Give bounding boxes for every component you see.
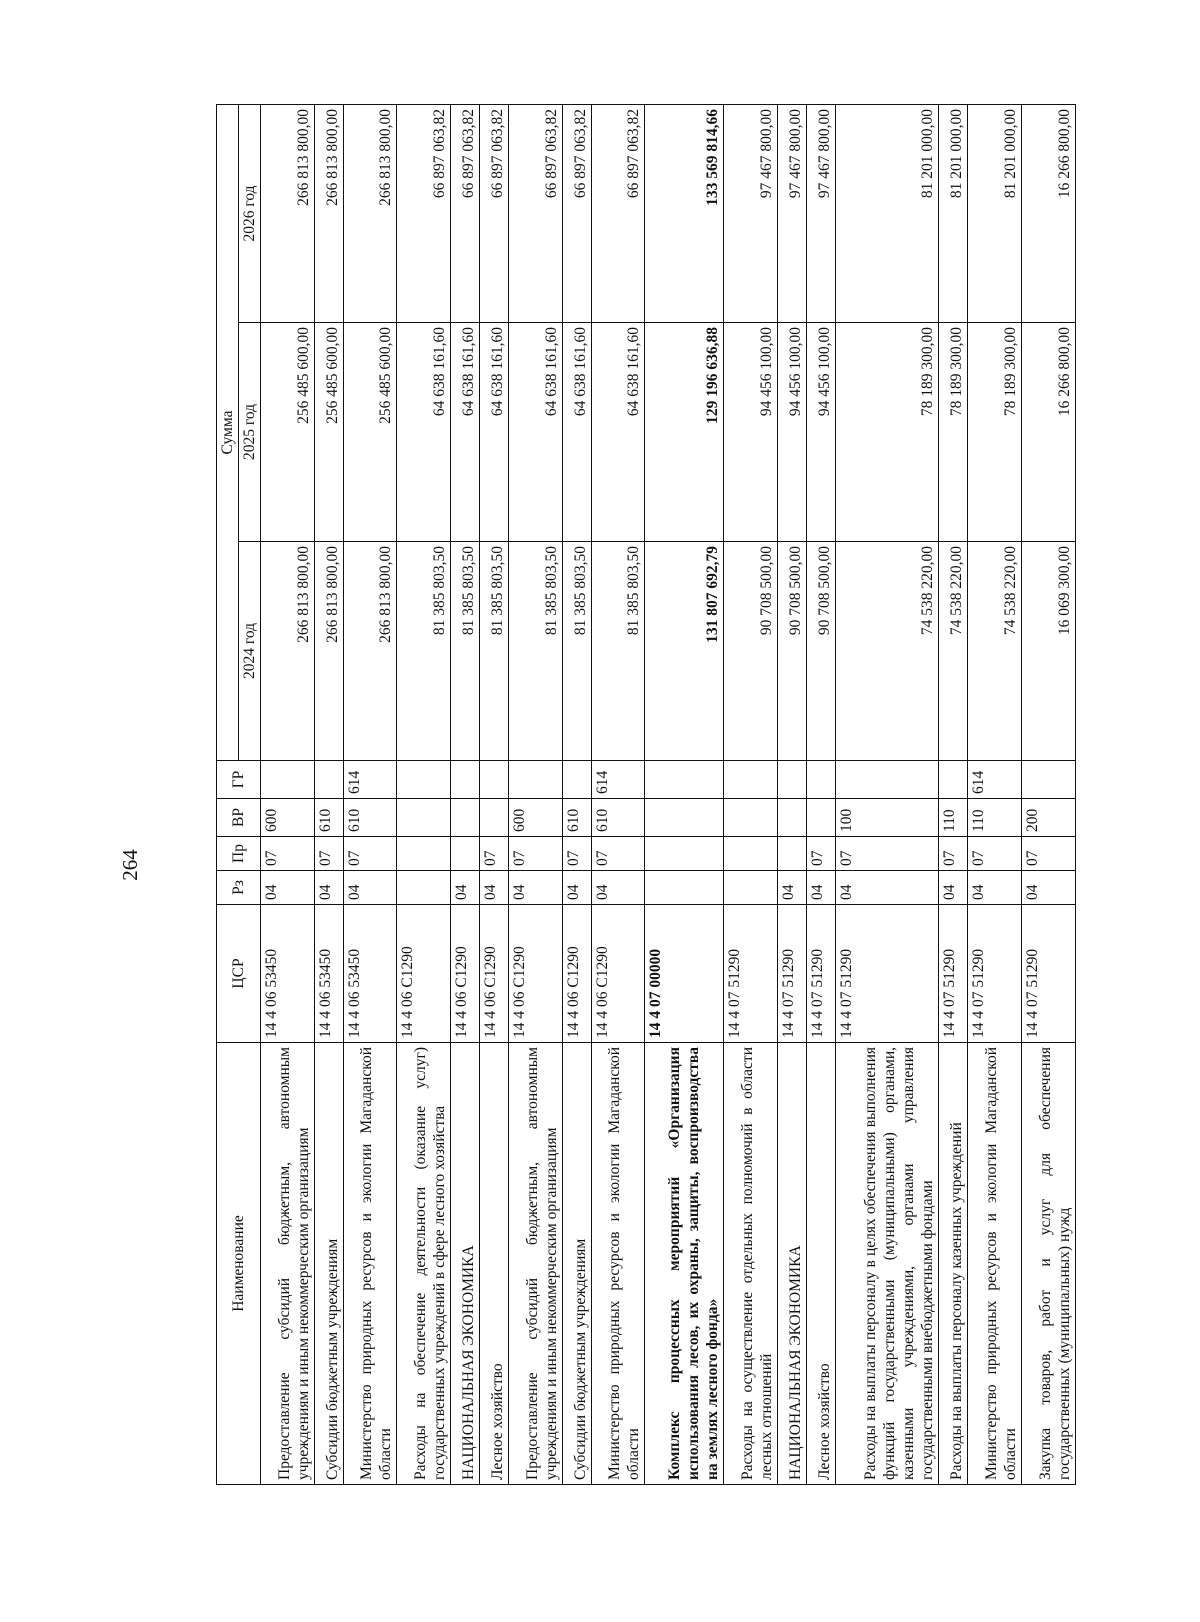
cell-csr: 14 4 07 51290 [939, 905, 968, 1043]
cell-name: Расходы на обеспечение деятельности (оказание услуг) государственных учреждений в сфере лесного хозяйства [397, 1043, 451, 1485]
cell-pr: 07 [480, 837, 509, 871]
cell-pr: 07 [591, 837, 645, 871]
table-row [1022, 104, 1076, 1484]
cell-pr [451, 837, 480, 871]
cell-y2026: 66 897 063,82 [591, 104, 645, 322]
cell-vr: 110 [968, 799, 1022, 837]
cell-y2024: 81 385 803,50 [397, 542, 451, 761]
cell-name: Министерство природных ресурсов и экологии Магаданской области [591, 1043, 645, 1485]
cell-vr [480, 799, 509, 837]
cell-name: Расходы на выплаты персоналу казенных учреждений [939, 1043, 968, 1485]
table-row [806, 104, 835, 1484]
cell-vr: 100 [835, 799, 939, 837]
cell-pr: 07 [939, 837, 968, 871]
cell-gr: 614 [343, 761, 397, 799]
cell-name: Расходы на осуществление отдельных полномочий в области лесных отношений [724, 1043, 778, 1485]
header-rz: Рз [217, 871, 261, 905]
cell-gr [314, 761, 343, 799]
cell-pr [777, 837, 806, 871]
cell-name: Закупка товаров, работ и услуг для обеспечения государственных (муниципальных) нужд [1022, 1043, 1076, 1485]
cell-rz: 04 [968, 871, 1022, 905]
table-body [261, 104, 1076, 1484]
header-gr: ГР [217, 761, 261, 799]
table-row [939, 104, 968, 1484]
cell-rz: 04 [314, 871, 343, 905]
cell-y2025: 78 189 300,00 [968, 323, 1022, 542]
cell-name: Министерство природных ресурсов и экологии Магаданской области [968, 1043, 1022, 1485]
cell-y2026: 81 201 000,00 [939, 104, 968, 322]
cell-pr: 07 [508, 837, 562, 871]
cell-y2025: 256 485 600,00 [343, 323, 397, 542]
cell-vr [451, 799, 480, 837]
header-year-2024: 2024 год [239, 542, 261, 761]
cell-y2026: 266 813 800,00 [261, 104, 315, 322]
cell-gr [397, 761, 451, 799]
cell-pr: 07 [261, 837, 315, 871]
cell-y2026: 66 897 063,82 [508, 104, 562, 322]
cell-vr [645, 799, 724, 837]
cell-gr [451, 761, 480, 799]
cell-gr [939, 761, 968, 799]
cell-name: Лесное хозяйство [806, 1043, 835, 1485]
table-header [217, 104, 261, 1484]
cell-vr: 610 [343, 799, 397, 837]
cell-name: Предоставление субсидий бюджетным, автономным учреждениям и иным некоммерческим организациям [261, 1043, 315, 1485]
cell-gr [777, 761, 806, 799]
cell-rz: 04 [508, 871, 562, 905]
cell-name: Лесное хозяйство [480, 1043, 509, 1485]
header-vr: ВР [217, 799, 261, 837]
table-row [562, 104, 591, 1484]
header-sum: Сумма [217, 104, 239, 760]
cell-y2024: 81 385 803,50 [591, 542, 645, 761]
cell-pr: 07 [562, 837, 591, 871]
cell-gr [645, 761, 724, 799]
cell-y2025: 78 189 300,00 [835, 323, 939, 542]
cell-rz: 04 [835, 871, 939, 905]
cell-y2026: 266 813 800,00 [314, 104, 343, 322]
cell-y2026: 97 467 800,00 [806, 104, 835, 322]
cell-rz: 04 [939, 871, 968, 905]
cell-y2024: 81 385 803,50 [562, 542, 591, 761]
cell-rz: 04 [343, 871, 397, 905]
cell-y2025: 94 456 100,00 [724, 323, 778, 542]
cell-pr: 07 [835, 837, 939, 871]
cell-y2025: 256 485 600,00 [314, 323, 343, 542]
cell-rz [397, 871, 451, 905]
cell-vr: 600 [508, 799, 562, 837]
cell-rz: 04 [591, 871, 645, 905]
cell-gr [261, 761, 315, 799]
cell-gr [1022, 761, 1076, 799]
cell-csr: 14 4 06 C1290 [508, 905, 562, 1043]
cell-csr: 14 4 06 53450 [261, 905, 315, 1043]
cell-pr: 07 [968, 837, 1022, 871]
table-row [508, 104, 562, 1484]
cell-y2025: 16 266 800,00 [1022, 323, 1076, 542]
cell-y2026: 266 813 800,00 [343, 104, 397, 322]
cell-rz: 04 [480, 871, 509, 905]
cell-y2024: 74 538 220,00 [939, 542, 968, 761]
cell-rz: 04 [1022, 871, 1076, 905]
cell-name: Расходы на выплаты персоналу в целях обеспечения выполнения функций государственными (муниципальными) органами, казенными учреждениями, органами управления государственными внебюджетными фондами [835, 1043, 939, 1485]
cell-csr: 14 4 06 C1290 [480, 905, 509, 1043]
table-row [451, 104, 480, 1484]
cell-pr [724, 837, 778, 871]
cell-y2024: 90 708 500,00 [724, 542, 778, 761]
cell-y2026: 81 201 000,00 [835, 104, 939, 322]
page-number: 264 [118, 849, 142, 881]
cell-gr [835, 761, 939, 799]
cell-vr [806, 799, 835, 837]
cell-y2024: 81 385 803,50 [480, 542, 509, 761]
cell-y2024: 74 538 220,00 [968, 542, 1022, 761]
cell-csr: 14 4 06 C1290 [591, 905, 645, 1043]
cell-y2025: 129 196 636,88 [645, 323, 724, 542]
cell-rz [645, 871, 724, 905]
cell-pr: 07 [314, 837, 343, 871]
cell-gr [508, 761, 562, 799]
cell-y2025: 64 638 161,60 [562, 323, 591, 542]
cell-y2025: 256 485 600,00 [261, 323, 315, 542]
cell-y2024: 81 385 803,50 [508, 542, 562, 761]
cell-csr: 14 4 06 C1290 [397, 905, 451, 1043]
header-pr: Пр [217, 837, 261, 871]
cell-vr: 600 [261, 799, 315, 837]
cell-y2025: 94 456 100,00 [777, 323, 806, 542]
cell-csr: 14 4 07 51290 [968, 905, 1022, 1043]
cell-y2024: 16 069 300,00 [1022, 542, 1076, 761]
cell-y2026: 66 897 063,82 [562, 104, 591, 322]
cell-y2026: 66 897 063,82 [480, 104, 509, 322]
cell-pr: 07 [1022, 837, 1076, 871]
cell-rz: 04 [562, 871, 591, 905]
cell-rz: 04 [777, 871, 806, 905]
cell-pr: 07 [343, 837, 397, 871]
cell-csr: 14 4 07 51290 [1022, 905, 1076, 1043]
cell-csr: 14 4 06 C1290 [451, 905, 480, 1043]
cell-name: Комплекс процессных мероприятий «Организация использования лесов, их охраны, защиты, воспроизводства на землях лесного фонда» [645, 1043, 724, 1485]
table-row [261, 104, 315, 1484]
cell-y2024: 74 538 220,00 [835, 542, 939, 761]
table-row [724, 104, 778, 1484]
cell-y2025: 94 456 100,00 [806, 323, 835, 542]
cell-csr: 14 4 07 00000 [645, 905, 724, 1043]
cell-gr [480, 761, 509, 799]
cell-pr [397, 837, 451, 871]
cell-gr [806, 761, 835, 799]
cell-rz: 04 [261, 871, 315, 905]
table-row [343, 104, 397, 1484]
cell-y2026: 16 266 800,00 [1022, 104, 1076, 322]
cell-pr: 07 [806, 837, 835, 871]
cell-name: Предоставление субсидий бюджетным, автономным учреждениям и иным некоммерческим организациям [508, 1043, 562, 1485]
cell-vr: 610 [591, 799, 645, 837]
cell-y2025: 64 638 161,60 [591, 323, 645, 542]
cell-name: Министерство природных ресурсов и экологии Магаданской области [343, 1043, 397, 1485]
cell-csr: 14 4 06 C1290 [562, 905, 591, 1043]
cell-gr: 614 [968, 761, 1022, 799]
cell-y2024: 131 807 692,79 [645, 542, 724, 761]
table-row [314, 104, 343, 1484]
cell-csr: 14 4 07 51290 [724, 905, 778, 1043]
cell-y2026: 66 897 063,82 [397, 104, 451, 322]
cell-pr [645, 837, 724, 871]
cell-vr: 200 [1022, 799, 1076, 837]
cell-csr: 14 4 07 51290 [777, 905, 806, 1043]
cell-y2025: 64 638 161,60 [451, 323, 480, 542]
rotated-table-inner [216, 105, 1076, 1485]
table-row [480, 104, 509, 1484]
table-row [591, 104, 645, 1484]
cell-csr: 14 4 06 53450 [314, 905, 343, 1043]
cell-gr [562, 761, 591, 799]
cell-rz: 04 [806, 871, 835, 905]
header-year-2026: 2026 год [239, 104, 261, 322]
cell-name: Субсидии бюджетным учреждениям [314, 1043, 343, 1485]
table-row [645, 104, 724, 1484]
cell-y2024: 90 708 500,00 [777, 542, 806, 761]
cell-y2025: 64 638 161,60 [508, 323, 562, 542]
header-csr: ЦСР [217, 905, 261, 1043]
header-year-2025: 2025 год [239, 323, 261, 542]
cell-y2024: 266 813 800,00 [261, 542, 315, 761]
cell-y2025: 64 638 161,60 [480, 323, 509, 542]
table-row [968, 104, 1022, 1484]
cell-vr [777, 799, 806, 837]
cell-name: НАЦИОНАЛЬНАЯ ЭКОНОМИКА [777, 1043, 806, 1485]
cell-y2026: 66 897 063,82 [451, 104, 480, 322]
cell-y2024: 81 385 803,50 [451, 542, 480, 761]
table-row [835, 104, 939, 1484]
table-row [397, 104, 451, 1484]
cell-y2026: 81 201 000,00 [968, 104, 1022, 322]
cell-vr: 610 [562, 799, 591, 837]
cell-name: Субсидии бюджетным учреждениям [562, 1043, 591, 1485]
cell-vr: 610 [314, 799, 343, 837]
table-row [777, 104, 806, 1484]
cell-y2026: 97 467 800,00 [777, 104, 806, 322]
cell-csr: 14 4 07 51290 [806, 905, 835, 1043]
cell-csr: 14 4 06 53450 [343, 905, 397, 1043]
cell-gr: 614 [591, 761, 645, 799]
cell-vr: 110 [939, 799, 968, 837]
cell-y2026: 133 569 814,66 [645, 104, 724, 322]
cell-gr [724, 761, 778, 799]
cell-y2025: 64 638 161,60 [397, 323, 451, 542]
cell-csr: 14 4 07 51290 [835, 905, 939, 1043]
cell-y2026: 97 467 800,00 [724, 104, 778, 322]
cell-vr [724, 799, 778, 837]
header-name: Наименование [217, 1043, 261, 1485]
cell-y2024: 266 813 800,00 [314, 542, 343, 761]
budget-table [216, 104, 1076, 1485]
cell-name: НАЦИОНАЛЬНАЯ ЭКОНОМИКА [451, 1043, 480, 1485]
cell-y2024: 266 813 800,00 [343, 542, 397, 761]
cell-rz [724, 871, 778, 905]
cell-vr [397, 799, 451, 837]
rotated-table-wrapper [216, 105, 1076, 1485]
cell-rz: 04 [451, 871, 480, 905]
cell-y2024: 90 708 500,00 [806, 542, 835, 761]
cell-y2025: 78 189 300,00 [939, 323, 968, 542]
